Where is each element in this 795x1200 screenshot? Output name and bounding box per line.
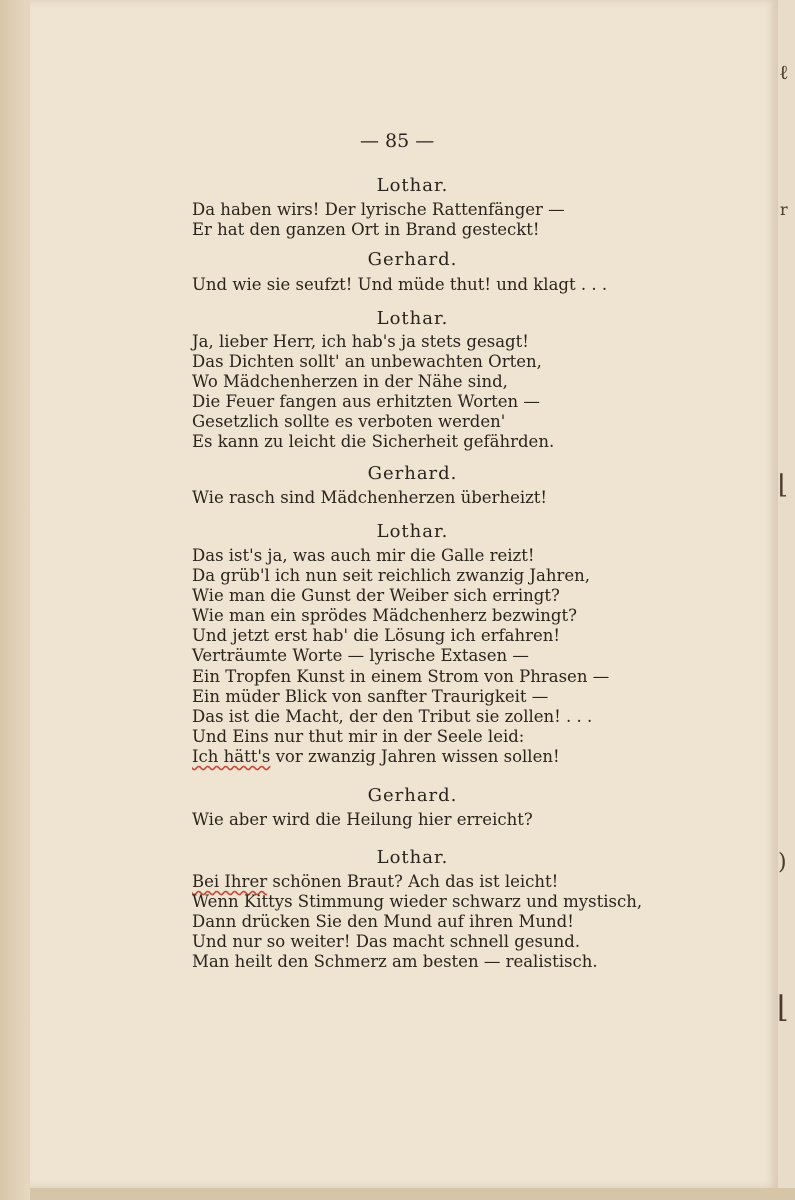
verse-line: Da grüb'l ich nun seit reichlich zwanzig Jahren, (192, 566, 591, 585)
verse-line: Da haben wirs! Der lyrische Rattenfänger — (192, 200, 565, 219)
speaker-heading: Lothar. (376, 847, 449, 868)
speaker-heading: Gerhard. (367, 785, 458, 806)
speaker-heading: Lothar. (376, 175, 449, 196)
verse-line: Wie man die Gunst der Weiber sich erringt? (192, 586, 560, 605)
verse-line: Das ist die Macht, der den Tribut sie zollen! . . . (192, 707, 593, 726)
verse-line: Wo Mädchenherzen in der Nähe sind, (192, 372, 508, 391)
margin-handwriting: ℓ (779, 60, 789, 84)
verse-line: Wie aber wird die Heilung hier erreicht? (192, 810, 533, 829)
verse-line: Wie man ein sprödes Mädchenherz bezwingt? (192, 606, 577, 625)
margin-handwriting: ⌊ (778, 470, 789, 500)
verse-line: Verträumte Worte — lyrische Extasen — (192, 646, 529, 665)
speaker-heading: Lothar. (376, 521, 449, 542)
margin-handwriting: ⌊ (777, 990, 789, 1025)
margin-handwriting: r (780, 200, 788, 219)
bottom-page-edge (30, 1188, 795, 1200)
verse-line: Wenn Kittys Stimmung wieder schwarz und mystisch, (192, 892, 643, 911)
page-number: — 85 — (360, 130, 435, 152)
verse-line: Er hat den ganzen Ort in Brand gesteckt! (192, 220, 540, 239)
verse-line: Wie rasch sind Mädchenherzen überheizt! (192, 488, 548, 507)
margin-handwriting: ) (778, 850, 787, 875)
verse-line: Ein müder Blick von sanfter Traurigkeit — (192, 687, 549, 706)
verse-line (192, 747, 560, 766)
speaker-heading: Gerhard. (367, 463, 458, 484)
verse-line (192, 872, 558, 891)
verse-line: Es kann zu leicht die Sicherheit gefährden. (192, 432, 555, 451)
underlined-phrase: Ich hätt's (192, 747, 271, 766)
verse-line: Dann drücken Sie den Mund auf ihren Mund! (192, 912, 574, 931)
verse-line: Gesetzlich sollte es verboten werden' (192, 412, 506, 431)
verse-line-rest: vor zwanzig Jahren wissen sollen! (275, 747, 560, 766)
verse-line: Und Eins nur thut mir in der Seele leid: (192, 727, 525, 746)
speaker-heading: Gerhard. (367, 249, 458, 270)
verse-line: Die Feuer fangen aus erhitzten Worten — (192, 392, 540, 411)
underlined-phrase: Bei Ihrer (192, 872, 268, 891)
speaker-heading: Lothar. (376, 308, 449, 329)
verse-line: Ein Tropfen Kunst in einem Strom von Phrasen — (192, 667, 610, 686)
verse-line: Ja, lieber Herr, ich hab's ja stets gesagt! (192, 332, 529, 351)
verse-line: Das Dichten sollt' an unbewachten Orten, (192, 352, 542, 371)
verse-line-rest: schönen Braut? Ach das ist leicht! (272, 872, 559, 891)
verse-line: Und wie sie seufzt! Und müde thut! und klagt . . . (192, 275, 608, 294)
verse-line: Man heilt den Schmerz am besten — realistisch. (192, 952, 598, 971)
verse-line: Und nur so weiter! Das macht schnell gesund. (192, 932, 581, 951)
verse-line: Und jetzt erst hab' die Lösung ich erfahren! (192, 626, 561, 645)
verse-line: Das ist's ja, was auch mir die Galle reizt! (192, 546, 535, 565)
